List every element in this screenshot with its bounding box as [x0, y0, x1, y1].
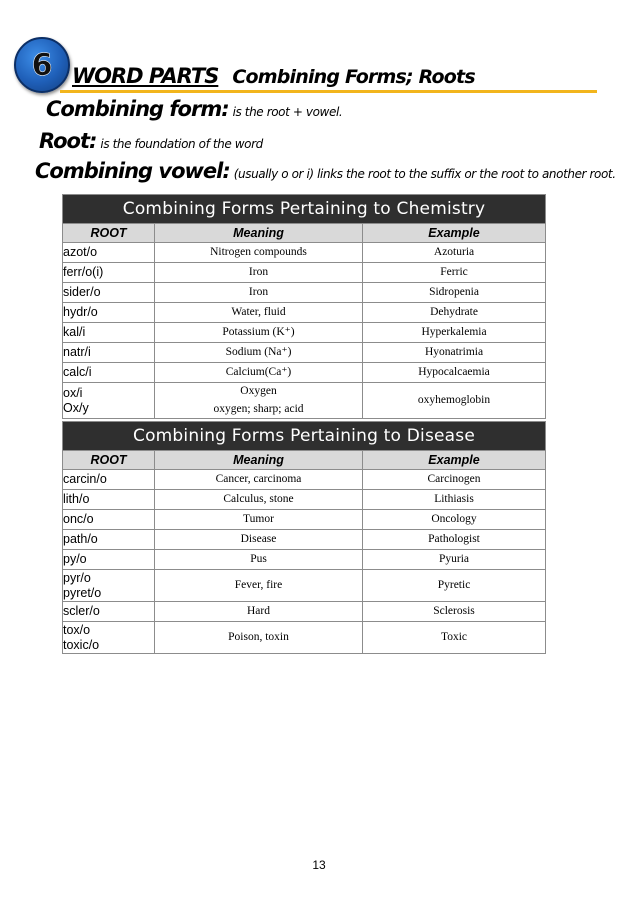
table-row	[63, 602, 546, 622]
cell-example: Ferric	[363, 263, 546, 283]
root-text: lith/o	[63, 492, 90, 506]
definition-text: (usually o or i) links the root to the suffix or the root to another root.	[233, 167, 616, 181]
cell-meaning	[155, 602, 363, 622]
heading-main: WORD PARTS	[72, 64, 219, 88]
meaning-text: Disease	[240, 533, 277, 545]
meaning-text: Tumor	[243, 513, 274, 525]
table-row	[63, 570, 546, 602]
root-text: pyr/o	[63, 570, 91, 585]
root-text: scler/o	[63, 604, 100, 618]
cell-root	[63, 530, 155, 550]
root-text: kal/i	[63, 325, 86, 339]
meaning-text: Potassium (K⁺)	[222, 326, 295, 338]
definition-combining-form	[46, 97, 342, 121]
meaning-text: Cancer, carcinoma	[215, 473, 302, 485]
table-row	[63, 470, 546, 490]
cell-meaning	[155, 490, 363, 510]
cell-example: Pyretic	[363, 570, 546, 602]
disease-table	[62, 421, 546, 654]
cell-example: Oncology	[363, 510, 546, 530]
table-row	[63, 510, 546, 530]
chemistry-table	[62, 194, 546, 419]
meaning-text: Calcium(Ca⁺)	[225, 366, 292, 378]
cell-meaning	[155, 303, 363, 323]
root-text: azot/o	[63, 245, 98, 259]
cell-example: Carcinogen	[363, 470, 546, 490]
heading-underline	[60, 90, 597, 93]
definition-combining-vowel	[35, 159, 616, 183]
table-row	[63, 530, 546, 550]
cell-example: Toxic	[363, 622, 546, 654]
cell-example: Azoturia	[363, 243, 546, 263]
cell-root	[63, 303, 155, 323]
table-row	[63, 243, 546, 263]
definition-text: is the root + vowel.	[232, 105, 343, 119]
cell-meaning	[155, 550, 363, 570]
cell-root	[63, 510, 155, 530]
column-header-root: ROOT	[63, 224, 155, 243]
column-header-root: ROOT	[63, 451, 155, 470]
cell-example: Dehydrate	[363, 303, 546, 323]
cell-root	[63, 490, 155, 510]
cell-root	[63, 283, 155, 303]
cell-meaning	[155, 263, 363, 283]
cell-meaning	[155, 570, 363, 602]
chapter-number-badge	[14, 37, 70, 93]
root-text: py/o	[63, 552, 87, 566]
table-row	[63, 343, 546, 363]
cell-meaning	[155, 363, 363, 383]
cell-meaning	[155, 343, 363, 363]
table-row	[63, 283, 546, 303]
cell-example: Hypocalcaemia	[363, 363, 546, 383]
table-row	[63, 323, 546, 343]
meaning-text: Calculus, stone	[223, 493, 294, 505]
root-text: path/o	[63, 532, 98, 546]
root-text: tox/o	[63, 622, 91, 637]
cell-meaning	[155, 510, 363, 530]
cell-meaning	[155, 530, 363, 550]
chapter-number: 6	[31, 47, 53, 83]
meaning-text: Pus	[250, 553, 267, 565]
table-row	[63, 363, 546, 383]
cell-example: Hyonatrimia	[363, 343, 546, 363]
cell-root	[63, 323, 155, 343]
cell-root	[63, 602, 155, 622]
cell-root	[63, 343, 155, 363]
meaning-text: Nitrogen compounds	[210, 246, 307, 258]
table-title: Combining Forms Pertaining to Chemistry	[63, 195, 546, 224]
cell-example: Sclerosis	[363, 602, 546, 622]
meaning-text: Oxygen	[240, 385, 277, 397]
cell-root	[63, 263, 155, 283]
column-header-example: Example	[363, 224, 546, 243]
root-text: ox/i	[63, 385, 83, 400]
table-title: Combining Forms Pertaining to Disease	[63, 422, 546, 451]
table-body	[63, 243, 546, 419]
table-body	[63, 470, 546, 654]
root-text: ferr/o(i)	[63, 265, 104, 279]
root-text: Ox/y	[63, 400, 89, 415]
cell-meaning	[155, 470, 363, 490]
meaning-text: Sodium (Na⁺)	[225, 346, 292, 358]
meaning-text: Poison, toxin	[228, 631, 289, 643]
root-text: carcin/o	[63, 472, 107, 486]
cell-meaning	[155, 383, 363, 419]
column-header-meaning: Meaning	[155, 224, 363, 243]
table-row	[63, 490, 546, 510]
root-text: natr/i	[63, 345, 91, 359]
page-number: 13	[312, 858, 326, 872]
root-text: calc/i	[63, 365, 92, 379]
cell-meaning	[155, 622, 363, 654]
definition-term: Combining form:	[46, 97, 229, 121]
cell-example: Sidropenia	[363, 283, 546, 303]
meaning-text: oxygen; sharp; acid	[213, 403, 304, 415]
section-heading	[72, 64, 475, 88]
heading-sub: Combining Forms; Roots	[232, 66, 475, 88]
cell-example: Lithiasis	[363, 490, 546, 510]
meaning-text: Hard	[247, 605, 270, 617]
cell-root	[63, 383, 155, 419]
cell-root	[63, 243, 155, 263]
table-row	[63, 383, 546, 419]
meaning-text: Iron	[248, 286, 269, 298]
cell-root	[63, 470, 155, 490]
cell-root	[63, 570, 155, 602]
root-text: pyret/o	[63, 585, 102, 600]
table-row	[63, 263, 546, 283]
cell-root	[63, 622, 155, 654]
cell-example: Pathologist	[363, 530, 546, 550]
meaning-text: Iron	[248, 266, 269, 278]
root-text: hydr/o	[63, 305, 98, 319]
cell-root	[63, 550, 155, 570]
root-text: sider/o	[63, 285, 101, 299]
definition-term: Combining vowel:	[35, 159, 230, 183]
cell-meaning	[155, 283, 363, 303]
column-header-example: Example	[363, 451, 546, 470]
root-text: toxic/o	[63, 637, 100, 652]
table-row	[63, 550, 546, 570]
column-header-meaning: Meaning	[155, 451, 363, 470]
meaning-text: Fever, fire	[234, 579, 283, 591]
definition-term: Root:	[39, 129, 97, 153]
cell-meaning	[155, 323, 363, 343]
cell-example: oxyhemoglobin	[363, 383, 546, 419]
definition-text: is the foundation of the word	[100, 137, 263, 151]
table-row	[63, 622, 546, 654]
cell-root	[63, 363, 155, 383]
definition-root	[39, 129, 263, 153]
cell-meaning	[155, 243, 363, 263]
cell-example: Hyperkalemia	[363, 323, 546, 343]
meaning-text: Water, fluid	[231, 306, 286, 318]
table-row	[63, 303, 546, 323]
root-text: onc/o	[63, 512, 94, 526]
cell-example: Pyuria	[363, 550, 546, 570]
